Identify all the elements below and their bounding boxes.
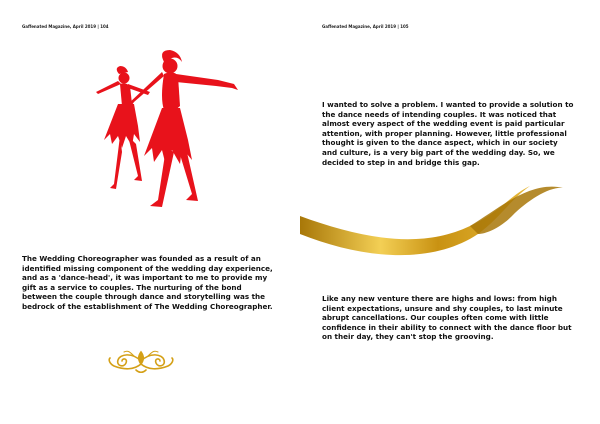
dancers-silhouette-icon xyxy=(88,44,248,216)
flourish-ornament-icon xyxy=(106,346,176,376)
running-head: Gaffenated Magazine, April 2019 | 105 xyxy=(322,24,409,29)
problem-paragraph: I wanted to solve a problem. I wanted to provide a solution to the dance needs of intending couples. It was noticed that almost every aspect of the wedding event is paid particular attention, with proper planning. However, little professional thought is given to the dance aspect, which in our society and culture, is a very big part of the wedding day. So, we decided to step in and bridge this gap. xyxy=(322,100,574,167)
gold-ribbon-icon xyxy=(300,178,600,278)
right-page xyxy=(300,0,600,424)
intro-paragraph: The Wedding Choreographer was founded as a result of an identified missing component of the wedding day experience, and as a 'dance-head', it was important to me to provide my gift as a service to couples. The nurturing of the bond between the couple through dance and storytelling was the bedrock of the establishment of The Wedding Choreographer. xyxy=(22,254,273,311)
running-head: Gaffenated Magazine, April 2019 | 104 xyxy=(22,24,109,29)
highs-lows-paragraph: Like any new venture there are highs and lows: from high client expectations, unsure and shy couples, to last minute abrupt cancellations. Our couples often come with little confidence in their ability to connect with the dance floor but on their day, they can't stop the grooving. xyxy=(322,294,572,342)
